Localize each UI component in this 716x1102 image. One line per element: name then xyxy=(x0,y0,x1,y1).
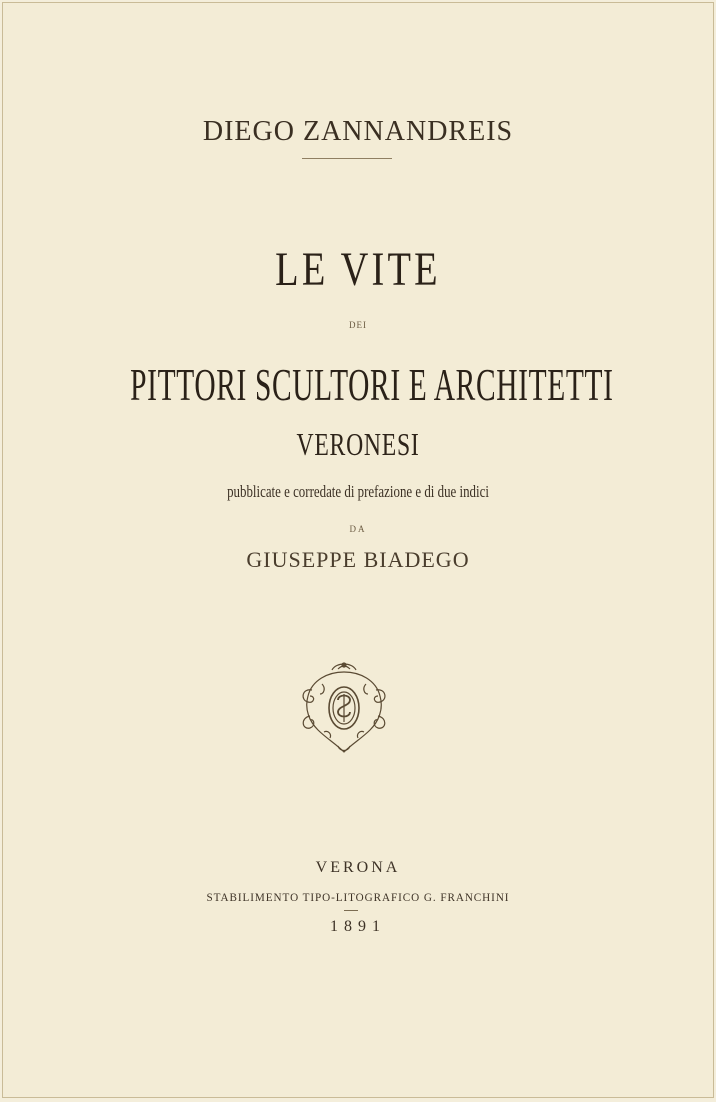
printer-name: STABILIMENTO TIPO-LITOGRAFICO G. FRANCHINI xyxy=(206,890,510,904)
publication-note: pubblicate e corredate di prefazione e di due indici xyxy=(227,482,489,501)
book-subtitle-veronesi: VERONESI xyxy=(296,426,420,462)
author-name: DIEGO ZANNANDREIS xyxy=(202,116,514,147)
publication-year: 1891 xyxy=(330,918,386,935)
editor-connector-da: DA xyxy=(349,524,367,534)
ornamental-crest-icon xyxy=(298,660,390,756)
title-connector-dei: DEI xyxy=(349,320,367,330)
book-subtitle-line: PITTORI SCULTORI E ARCHITETTI xyxy=(130,359,614,410)
title-page xyxy=(2,2,714,1098)
editor-name: GIUSEPPE BIADEGO xyxy=(246,547,470,572)
book-title: LE VITE xyxy=(275,243,441,296)
year-divider xyxy=(344,910,358,911)
author-divider xyxy=(302,158,392,159)
publication-city: VERONA xyxy=(315,859,401,876)
